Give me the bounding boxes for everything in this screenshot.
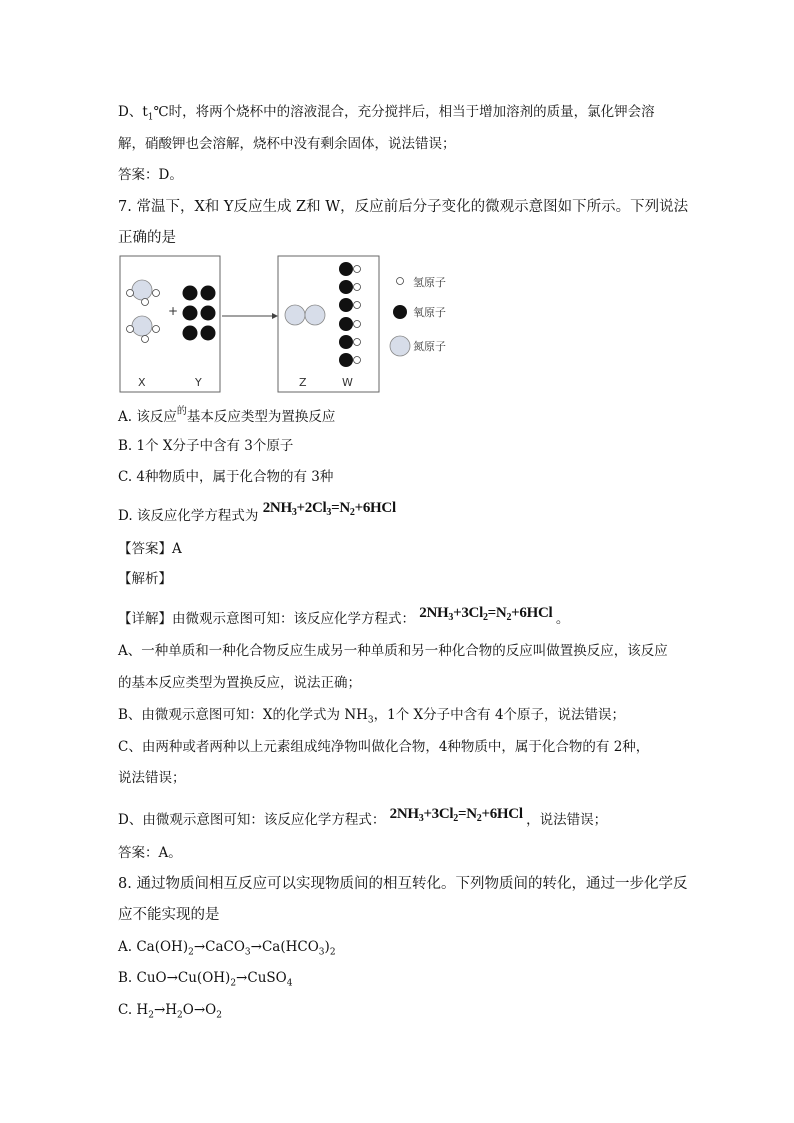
prev-option-d-line1: D、$t_1℃$时，将两个烧杯中的溶液混合，充分搅拌后，相当于增加溶剂的质量，氯化钾会溶 xyxy=(118,104,655,123)
legend-o-icon xyxy=(393,305,407,319)
detail-d-equation: $2NH_3+3Cl_2=N_2+6HCl$ xyxy=(389,806,523,824)
y-molecules xyxy=(183,286,216,341)
q7-stem-line1: 7. 常温下，X和 Y反应生成 Z和 W，反应前后分子变化的微观示意图如下所示。下列说法 xyxy=(118,199,689,215)
prev-option-d-line2: 解，硝酸钾也会溶解，烧杯中没有剩余固体，说法错误； xyxy=(118,136,456,152)
detail-a-line1: A、一种单质和一种化合物反应生成另一种单质和另一种化合物的反应叫做置换反应，该反应 xyxy=(118,643,668,659)
x-molecule xyxy=(127,280,160,306)
q7-option-a: A. 该反应$^的$基本反应类型为置换反应 xyxy=(118,406,336,425)
z-molecule xyxy=(285,305,325,325)
q7-option-c: C. 4种物质中，属于化合物的有 3种 xyxy=(118,469,334,485)
legend-h-label: 氢原子 xyxy=(413,276,446,289)
label-x: X xyxy=(138,376,146,389)
analysis-title: 【解析】 xyxy=(118,571,172,587)
x-molecule xyxy=(127,316,160,343)
legend-h-icon xyxy=(397,278,404,285)
label-z: Z xyxy=(299,376,307,389)
q8-stem-line1: 8. 通过物质间相互反应可以实现物质间的相互转化。下列物质间的转化，通过一步化学反 xyxy=(118,876,688,892)
q7-option-d-equation: $2NH_3+2Cl_3=N_2+6HCl$ xyxy=(262,500,396,518)
detail-a-line2: 的基本反应类型为置换反应，说法正确； xyxy=(118,675,361,691)
q8-option-a: A. $Ca(OH)_2\to CaCO_3\to Ca(HCO_3)_2$ xyxy=(118,939,336,958)
legend-n-label: 氮原子 xyxy=(413,340,446,353)
legend-n-icon xyxy=(390,336,410,356)
detail-b: B、由微观示意图可知：X的化学式为 $NH_3$，1个 X分子中含有 4个原子，说法错误； xyxy=(118,707,626,726)
q8-option-b: B. $CuO\to Cu(OH)_2\to CuSO_4$ xyxy=(118,970,293,989)
w-molecules xyxy=(339,262,361,367)
detail-c-line2: 说法错误； xyxy=(118,770,186,786)
q7-answer: 【答案】A xyxy=(118,541,182,557)
detail-d: D、由微观示意图可知：该反应化学方程式： $2NH_3+3Cl_2=N_2+6HCl$ ，说法错误； xyxy=(118,806,608,828)
label-y: Y xyxy=(195,376,202,389)
label-w: W xyxy=(342,376,353,389)
q7-option-b: B. 1个 X分子中含有 3个原子 xyxy=(118,438,294,454)
q7-stem-line2: 正确的是 xyxy=(118,230,176,246)
prev-answer: 答案：D。 xyxy=(118,167,183,183)
q8-stem-line2: 应不能实现的是 xyxy=(118,907,220,923)
legend-o-label: 氧原子 xyxy=(413,306,446,319)
plus-sign: + xyxy=(168,304,179,318)
detail-intro: 【详解】由微观示意图可知：该反应化学方程式： $2NH_3+3Cl_2=N_2+6HCl$ 。 xyxy=(118,605,570,627)
q8-option-c: C. $H_2\to H_2O\to O_2$ xyxy=(118,1002,222,1021)
detail-c-line1: C、由两种或者两种以上元素组成纯净物叫做化合物，4种物质中，属于化合物的有 2种， xyxy=(118,739,650,755)
reaction-diagram xyxy=(116,253,466,395)
detail-answer: 答案：A。 xyxy=(118,845,182,861)
detail-intro-equation: $2NH_3+3Cl_2=N_2+6HCl$ xyxy=(419,605,553,623)
q7-option-d: D. 该反应化学方程式为 $2NH_3+2Cl_3=N_2+6HCl$ xyxy=(118,500,396,524)
